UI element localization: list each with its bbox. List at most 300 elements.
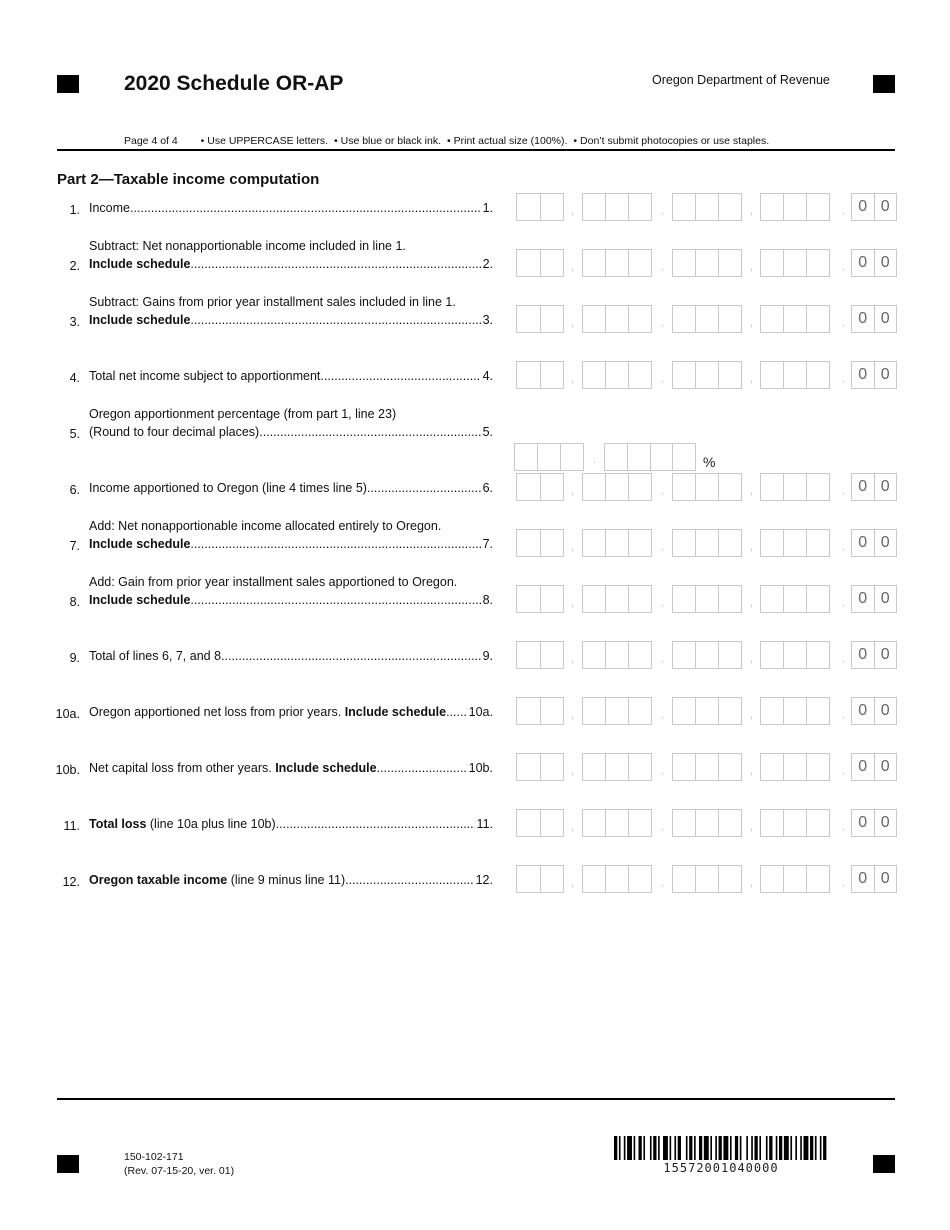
digit-box[interactable] (606, 306, 629, 332)
digit-box[interactable] (719, 642, 741, 668)
description-text: Net capital loss from other years. (89, 761, 276, 775)
decimal-separator: . (842, 541, 846, 553)
digit-box[interactable] (784, 474, 807, 500)
thousands-separator: , (750, 317, 754, 329)
digit-box[interactable] (696, 250, 719, 276)
description-text: Subtract: Net nonapportionable income included in line 1. (89, 239, 406, 253)
digit-box[interactable] (807, 642, 829, 668)
amount-input-group-4[interactable] (760, 697, 830, 725)
digit-box[interactable] (583, 306, 606, 332)
decimal-separator: . (842, 485, 846, 497)
digit-box[interactable] (517, 642, 541, 668)
decimal-separator: . (842, 653, 846, 665)
digit-box[interactable] (541, 362, 564, 388)
digit-box[interactable] (541, 754, 564, 780)
cents-field[interactable] (851, 361, 897, 389)
form-identifier (124, 1150, 234, 1178)
digit-box[interactable] (719, 306, 741, 332)
amount-input-group-1[interactable] (516, 529, 564, 557)
digit-box[interactable] (784, 306, 807, 332)
digit-box[interactable] (541, 474, 564, 500)
cents-digit[interactable]: 0 (852, 474, 875, 500)
cents-field[interactable] (851, 585, 897, 613)
decimal-separator: . (842, 205, 846, 217)
decimal-separator: . (842, 317, 846, 329)
digit-box[interactable] (696, 194, 719, 220)
digit-box[interactable] (784, 754, 807, 780)
line-description (89, 237, 493, 273)
digit-box[interactable] (517, 362, 541, 388)
digit-box[interactable] (696, 474, 719, 500)
line-description (89, 479, 493, 497)
digit-box[interactable] (807, 362, 829, 388)
cents-digit[interactable]: 0 (880, 814, 890, 831)
digit-box[interactable] (696, 698, 719, 724)
emphasis-text: Total loss (89, 817, 147, 831)
decimal-separator: . (842, 821, 846, 833)
amount-input-group-1[interactable] (516, 585, 564, 613)
digit-box[interactable] (541, 306, 564, 332)
line-description (89, 647, 493, 665)
digit-box[interactable] (517, 530, 541, 556)
line-number: 8. (69, 595, 80, 609)
digit-box[interactable] (517, 306, 541, 332)
cents-digit[interactable]: 0 (852, 530, 875, 556)
digit-box[interactable] (606, 530, 629, 556)
cents-digit[interactable]: 0 (880, 758, 890, 775)
thousands-separator: , (571, 205, 575, 217)
digit-box[interactable] (606, 586, 629, 612)
line-number: 11. (63, 819, 80, 833)
digit-box[interactable] (629, 866, 651, 892)
digit-box[interactable] (541, 194, 564, 220)
amount-input-group-3[interactable] (672, 305, 742, 333)
digit-box[interactable] (696, 362, 719, 388)
amount-input-group-2[interactable] (582, 249, 652, 277)
cents-digit[interactable]: 0 (880, 198, 890, 215)
digit-box[interactable] (541, 250, 564, 276)
amount-input-group-1[interactable] (516, 697, 564, 725)
cents-field[interactable] (851, 753, 897, 781)
digit-box[interactable] (541, 810, 564, 836)
header-rule (57, 149, 895, 151)
digit-box[interactable] (517, 866, 541, 892)
form-title: 2020 Schedule OR-AP (124, 72, 344, 95)
digit-box[interactable] (719, 866, 741, 892)
thousands-separator: , (571, 821, 575, 833)
cents-field[interactable] (851, 865, 897, 893)
digit-box[interactable] (761, 530, 784, 556)
line-number: 10a. (55, 707, 80, 721)
digit-box[interactable] (606, 698, 629, 724)
digit-box[interactable] (761, 474, 784, 500)
amount-input-group-4[interactable] (760, 641, 830, 669)
digit-box[interactable] (606, 642, 629, 668)
amount-input-group-2[interactable] (582, 865, 652, 893)
cents-digit[interactable]: 0 (852, 306, 875, 332)
digit-box[interactable] (784, 698, 807, 724)
digit-box[interactable] (583, 362, 606, 388)
digit-box[interactable] (629, 698, 651, 724)
cents-field[interactable] (851, 193, 897, 221)
amount-input-group-4[interactable] (760, 753, 830, 781)
cents-field[interactable] (851, 529, 897, 557)
dot-leader (345, 871, 473, 889)
page-info: Page 4 of 4 (124, 135, 178, 147)
cents-digit[interactable]: 0 (880, 646, 890, 663)
digit-box[interactable] (629, 194, 651, 220)
line-reference: 8. (482, 593, 493, 607)
digit-box[interactable] (606, 194, 629, 220)
amount-input-group-2[interactable] (582, 697, 652, 725)
digit-box[interactable] (696, 586, 719, 612)
amount-input-group-1[interactable] (516, 305, 564, 333)
amount-input-group-4[interactable] (760, 193, 830, 221)
digit-box[interactable] (517, 194, 541, 220)
description-text: Oregon apportioned net loss from prior years. (89, 705, 345, 719)
digit-box[interactable] (583, 194, 606, 220)
thousands-separator: , (750, 821, 754, 833)
digit-box[interactable] (696, 530, 719, 556)
digit-box[interactable] (583, 530, 606, 556)
amount-input-group-4[interactable] (760, 529, 830, 557)
digit-box[interactable] (696, 754, 719, 780)
digit-box[interactable] (807, 698, 829, 724)
cents-digit[interactable]: 0 (852, 194, 875, 220)
amount-input-group-1[interactable] (516, 361, 564, 389)
digit-box[interactable] (517, 754, 541, 780)
amount-input-group-4[interactable] (760, 585, 830, 613)
thousands-separator: , (571, 653, 575, 665)
emphasis-text: Include schedule (89, 257, 191, 271)
digit-box[interactable] (696, 642, 719, 668)
digit-box[interactable] (583, 754, 606, 780)
digit-box[interactable] (673, 698, 696, 724)
cents-field[interactable] (851, 473, 897, 501)
digit-box[interactable] (696, 866, 719, 892)
amount-input-group-2[interactable] (582, 193, 652, 221)
digit-box[interactable] (673, 194, 696, 220)
thousands-separator: , (571, 485, 575, 497)
amount-input-group-2[interactable] (582, 753, 652, 781)
cents-digit[interactable]: 0 (880, 870, 890, 887)
line-reference: 2. (482, 257, 493, 271)
dot-leader (320, 367, 480, 385)
line-description (89, 815, 493, 833)
thousands-separator: , (661, 765, 665, 777)
description-text: (Round to four decimal places) (89, 425, 260, 439)
amount-input-group-1[interactable] (516, 753, 564, 781)
digit-box[interactable] (606, 474, 629, 500)
instruction-print-size: • Print actual size (100%). (447, 135, 568, 147)
cents-field[interactable] (851, 641, 897, 669)
digit-box[interactable] (629, 530, 651, 556)
digit-box[interactable] (719, 474, 741, 500)
digit-box[interactable] (719, 194, 741, 220)
thousands-separator: , (571, 765, 575, 777)
digit-box[interactable] (761, 586, 784, 612)
line-number: 1. (69, 203, 80, 217)
digit-box[interactable] (629, 250, 651, 276)
amount-input-group-1[interactable] (516, 249, 564, 277)
amount-input-group-3[interactable] (672, 809, 742, 837)
thousands-separator: , (661, 821, 665, 833)
thousands-separator: , (750, 877, 754, 889)
line-number: 4. (69, 371, 80, 385)
description-text: Income apportioned to Oregon (line 4 times line 5) (89, 481, 367, 495)
amount-input-group-2[interactable] (582, 529, 652, 557)
cents-field[interactable] (851, 809, 897, 837)
line-5 (0, 407, 950, 447)
cents-digit[interactable]: 0 (852, 810, 875, 836)
description-text: (line 10a plus line 10b) (146, 817, 276, 831)
thousands-separator: , (571, 261, 575, 273)
amount-input-group-2[interactable] (582, 473, 652, 501)
digit-box[interactable] (629, 810, 651, 836)
line-description (89, 573, 493, 609)
digit-box[interactable] (807, 586, 829, 612)
digit-box[interactable] (761, 810, 784, 836)
digit-box[interactable] (807, 250, 829, 276)
cents-field[interactable] (851, 305, 897, 333)
digit-box[interactable] (673, 586, 696, 612)
thousands-separator: , (661, 205, 665, 217)
digit-box[interactable] (761, 642, 784, 668)
digit-box[interactable] (673, 250, 696, 276)
line-reference: 4. (482, 369, 493, 383)
digit-box[interactable] (784, 586, 807, 612)
cents-digit[interactable]: 0 (852, 250, 875, 276)
digit-box[interactable] (807, 810, 829, 836)
amount-input-group-3[interactable] (672, 193, 742, 221)
digit-box[interactable] (784, 866, 807, 892)
digit-box[interactable] (784, 642, 807, 668)
registration-mark-bottom-right (873, 1155, 895, 1173)
digit-box[interactable] (784, 810, 807, 836)
cents-digit[interactable]: 0 (880, 702, 890, 719)
amount-input-group-3[interactable] (672, 473, 742, 501)
line-number: 10b. (55, 763, 80, 777)
amount-input-group-1[interactable] (516, 809, 564, 837)
digit-box[interactable] (583, 866, 606, 892)
amount-input-group-2[interactable] (582, 361, 652, 389)
cents-field[interactable] (851, 249, 897, 277)
digit-box[interactable] (719, 698, 741, 724)
amount-input-group-2[interactable] (582, 809, 652, 837)
cents-digit[interactable]: 0 (880, 366, 890, 383)
digit-box[interactable] (629, 754, 651, 780)
amount-input-group-3[interactable] (672, 585, 742, 613)
digit-box[interactable] (719, 810, 741, 836)
digit-box[interactable] (629, 306, 651, 332)
cents-digit[interactable]: 0 (852, 866, 875, 892)
thousands-separator: , (571, 373, 575, 385)
digit-box[interactable] (673, 754, 696, 780)
digit-box[interactable] (583, 810, 606, 836)
digit-box[interactable] (761, 362, 784, 388)
decimal-separator: . (842, 877, 846, 889)
line-number: 5. (69, 427, 80, 441)
cents-digit[interactable]: 0 (852, 754, 875, 780)
digit-box[interactable] (807, 530, 829, 556)
line-description (89, 517, 493, 553)
digit-box[interactable] (606, 362, 629, 388)
barcode-icon (614, 1136, 828, 1160)
digit-box[interactable] (719, 754, 741, 780)
line-number: 12. (62, 875, 80, 889)
decimal-separator: . (593, 454, 597, 466)
digit-box[interactable] (517, 698, 541, 724)
cents-digit[interactable]: 0 (852, 642, 875, 668)
decimal-separator: . (842, 373, 846, 385)
line-reference: 3. (482, 313, 493, 327)
line-reference: 7. (482, 537, 493, 551)
digit-box[interactable] (629, 586, 651, 612)
amount-input-group-2[interactable] (582, 641, 652, 669)
amount-input-group-3[interactable] (672, 697, 742, 725)
dot-leader (377, 759, 467, 777)
digit-box[interactable] (696, 810, 719, 836)
digit-box[interactable] (719, 362, 741, 388)
line-reference: 1. (482, 201, 493, 215)
thousands-separator: , (750, 653, 754, 665)
emphasis-text: Include schedule (89, 593, 191, 607)
digit-box[interactable] (541, 586, 564, 612)
amount-input-group-4[interactable] (760, 305, 830, 333)
cents-field[interactable] (851, 697, 897, 725)
digit-box[interactable] (761, 698, 784, 724)
amount-input-group-4[interactable] (760, 361, 830, 389)
cents-digit[interactable]: 0 (880, 310, 890, 327)
amount-input-group-1[interactable] (516, 865, 564, 893)
digit-box[interactable] (719, 586, 741, 612)
thousands-separator: , (661, 877, 665, 889)
registration-mark-top-right (873, 75, 895, 93)
amount-input-group-4[interactable] (760, 865, 830, 893)
thousands-separator: , (661, 709, 665, 721)
digit-box[interactable] (719, 250, 741, 276)
digit-box[interactable] (517, 250, 541, 276)
digit-box[interactable] (761, 194, 784, 220)
cents-digit[interactable]: 0 (880, 534, 890, 551)
amount-input-group-4[interactable] (760, 473, 830, 501)
digit-box[interactable] (583, 698, 606, 724)
line-reference: 12. (475, 873, 493, 887)
emphasis-text: Include schedule (89, 537, 191, 551)
digit-box[interactable] (606, 810, 629, 836)
digit-box[interactable] (761, 754, 784, 780)
amount-input-group-3[interactable] (672, 249, 742, 277)
digit-box[interactable] (807, 306, 829, 332)
line-reference: 10a. (468, 705, 493, 719)
amount-input-group-2[interactable] (582, 585, 652, 613)
digit-box[interactable] (761, 306, 784, 332)
amount-input-group-3[interactable] (672, 641, 742, 669)
digit-box[interactable] (583, 474, 606, 500)
digit-box[interactable] (761, 866, 784, 892)
digit-box[interactable] (583, 586, 606, 612)
amount-input-group-4[interactable] (760, 249, 830, 277)
digit-box[interactable] (606, 250, 629, 276)
percent-sign: % (703, 454, 716, 470)
digit-box[interactable] (583, 642, 606, 668)
digit-box[interactable] (673, 642, 696, 668)
digit-box[interactable] (807, 754, 829, 780)
amount-input-group-1[interactable] (516, 641, 564, 669)
amount-input-group-1[interactable] (516, 473, 564, 501)
digit-box[interactable] (606, 754, 629, 780)
amount-input-group-4[interactable] (760, 809, 830, 837)
digit-box[interactable] (517, 810, 541, 836)
dot-leader (190, 535, 480, 553)
digit-box[interactable] (807, 194, 829, 220)
digit-box[interactable] (807, 866, 829, 892)
digit-box[interactable] (629, 642, 651, 668)
dot-leader (130, 199, 481, 217)
digit-box[interactable] (673, 866, 696, 892)
digit-box[interactable] (673, 810, 696, 836)
thousands-separator: , (661, 261, 665, 273)
amount-input-group-3[interactable] (672, 753, 742, 781)
digit-box[interactable] (673, 474, 696, 500)
digit-box[interactable] (784, 362, 807, 388)
thousands-separator: , (661, 541, 665, 553)
digit-box[interactable] (517, 586, 541, 612)
digit-box[interactable] (517, 474, 541, 500)
digit-box[interactable] (784, 250, 807, 276)
cents-digit[interactable]: 0 (852, 362, 875, 388)
thousands-separator: , (571, 597, 575, 609)
cents-digit[interactable]: 0 (852, 586, 875, 612)
thousands-separator: , (661, 373, 665, 385)
digit-box[interactable] (696, 306, 719, 332)
digit-box[interactable] (761, 250, 784, 276)
digit-box[interactable] (784, 194, 807, 220)
line-number: 3. (69, 315, 80, 329)
digit-box[interactable] (583, 250, 606, 276)
cents-digit[interactable]: 0 (880, 478, 890, 495)
dot-leader (446, 703, 467, 721)
digit-box[interactable] (673, 362, 696, 388)
description-text: Oregon apportionment percentage (from part 1, line 23) (89, 407, 397, 421)
emphasis-text: Include schedule (275, 761, 377, 775)
cents-digit[interactable]: 0 (852, 698, 875, 724)
digit-box[interactable] (606, 866, 629, 892)
line-description (89, 367, 493, 385)
instruction-no-photocopies: • Don’t submit photocopies or use staples. (573, 135, 770, 147)
amount-input-group-3[interactable] (672, 361, 742, 389)
digit-box[interactable] (784, 530, 807, 556)
amount-input-group-3[interactable] (672, 865, 742, 893)
digit-box[interactable] (673, 530, 696, 556)
amount-input-group-2[interactable] (582, 305, 652, 333)
amount-input-group-3[interactable] (672, 529, 742, 557)
amount-input-group-1[interactable] (516, 193, 564, 221)
cents-digit[interactable]: 0 (880, 254, 890, 271)
digit-box[interactable] (629, 474, 651, 500)
digit-box[interactable] (541, 642, 564, 668)
digit-box[interactable] (541, 530, 564, 556)
digit-box[interactable] (629, 362, 651, 388)
line-description (89, 871, 493, 889)
digit-box[interactable] (673, 306, 696, 332)
digit-box[interactable] (807, 474, 829, 500)
thousands-separator: , (750, 261, 754, 273)
digit-box[interactable] (719, 530, 741, 556)
digit-box[interactable] (541, 866, 564, 892)
cents-digit[interactable]: 0 (880, 590, 890, 607)
digit-box[interactable] (541, 698, 564, 724)
